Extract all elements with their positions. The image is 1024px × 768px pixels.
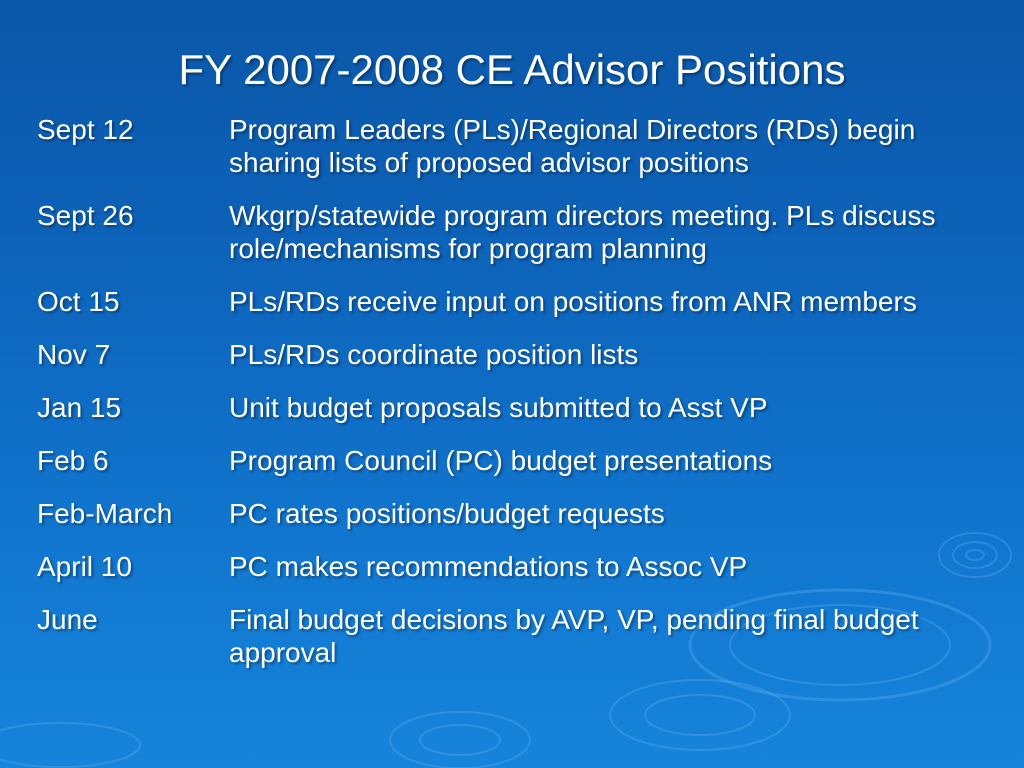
schedule-description: PLs/RDs receive input on positions from ANR members [229,286,917,317]
schedule-date: Nov 7 [37,339,111,370]
schedule-date: June [37,604,98,635]
schedule-description: Program Leaders (PLs)/Regional Directors (RDs) begin sharing lists of proposed advisor positions [229,114,916,178]
schedule-description: Final budget decisions by AVP, VP, pending final budget approval [229,604,919,668]
schedule-date: Feb-March [37,498,173,529]
schedule-date: Sept 12 [37,114,134,145]
schedule-row [37,497,997,530]
schedule-date: Feb 6 [37,445,109,476]
schedule-date: Oct 15 [37,286,120,317]
schedule-description: PLs/RDs coordinate position lists [229,339,639,370]
schedule-date: Sept 26 [37,200,134,231]
schedule-description: PC makes recommendations to Assoc VP [229,551,748,582]
schedule-description: Wkgrp/statewide program directors meeting. PLs discuss role/mechanisms for program planning [229,200,936,264]
schedule-row [37,113,997,179]
schedule-date: April 10 [37,551,132,582]
schedule-list [37,113,997,689]
schedule-row [37,550,997,583]
schedule-row [37,199,997,265]
schedule-row [37,444,997,477]
schedule-row [37,285,997,318]
schedule-description: Unit budget proposals submitted to Asst VP [229,392,768,423]
schedule-description: PC rates positions/budget requests [229,498,665,529]
schedule-row [37,603,997,669]
schedule-row [37,338,997,371]
schedule-description: Program Council (PC) budget presentations [229,445,773,476]
schedule-row [37,391,997,424]
slide-title: FY 2007-2008 CE Advisor Positions [178,46,846,93]
schedule-date: Jan 15 [37,392,122,423]
